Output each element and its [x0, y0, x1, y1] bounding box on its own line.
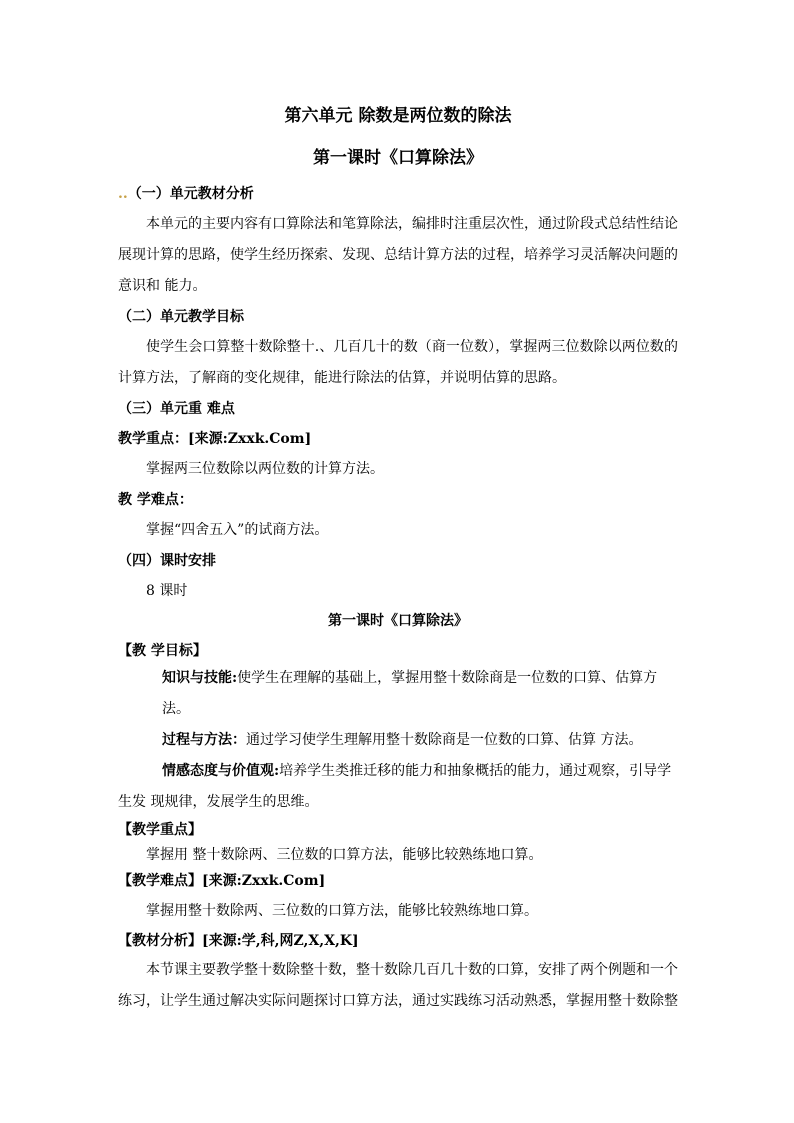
difficult-point-heading: 【教学难点】[来源:Zxxk.Com]	[118, 873, 326, 889]
lesson-title: 第一课时《口算除法》	[313, 148, 483, 168]
lesson-hours: 8 课时	[146, 583, 188, 599]
section1-paragraph: 本单元的主要内容有口算除法和笔算除法，编排时注重层次性，通过阶段式总结性结论展现计算的思路，使学生经历探索、发现、总结计算方法的过程，培养学习灵活解决问题的意识和 能力。	[118, 216, 678, 294]
goal-process-text: 通过学习使学生理解用整十数除商是一位数的口算、估算 方法。	[246, 732, 643, 748]
key-point-text: 掌握两三位数除以两位数的计算方法。	[146, 461, 384, 477]
section1-heading-text: （一）单元教材分析	[127, 186, 254, 202]
document-body	[118, 104, 678, 1017]
goal-emotion-text: 培养学生类推迁移的能力和抽象概括的能力，通过观察，引导学生发 现规律，发展学生的思维。	[118, 763, 672, 810]
goal-emotion	[118, 756, 678, 818]
goal-process-label: 过程与方法：	[162, 732, 246, 748]
key-point-body: 掌握用 整十数除两、三位数的口算方法，能够比较熟练地口算。	[146, 847, 543, 863]
key-point-label: 教学重点：[来源:Zxxk.Com]	[118, 431, 312, 447]
teaching-goals-heading: 【教 学目标】	[118, 643, 207, 659]
section4-heading: （四）课时安排	[118, 553, 216, 569]
section2-paragraph: 使学生会口算整十数除整十.、几百几十的数（商一位数），掌握两三位数除以两位数的计算方法，了解商的变化规律，能进行除法的估算，并说明估算的思路。	[118, 339, 678, 386]
goal-knowledge-text: 使学生在理解的基础上，掌握用整十数除商是一位数的口算、估算方法。	[162, 670, 658, 717]
goal-knowledge	[118, 663, 678, 725]
lesson-subtitle: 第一课时《口算除法》	[328, 613, 468, 629]
unit-title: 第六单元 除数是两位数的除法	[284, 106, 512, 126]
goal-knowledge-label: 知识与技能:	[162, 670, 238, 686]
goal-process	[118, 725, 678, 756]
section3-heading: （三）单元重 难点	[118, 401, 235, 417]
bullet-dots: ..	[118, 186, 128, 202]
goal-emotion-label: 情感态度与价值观:	[162, 763, 280, 779]
material-analysis-body: 本节课主要教学整十数除整十数，整十数除几百几十数的口算，安排了两个例题和一个练习，让学生通过解决实际问题探讨口算方法，通过实践练习活动熟悉，掌握用整十数除整	[118, 962, 678, 1009]
difficult-point-text: 掌握“四舍五入”的试商方法。	[146, 522, 329, 538]
section1-heading	[118, 184, 678, 204]
difficult-point-body: 掌握用整十数除两、三位数的口算方法，能够比较熟练地口算。	[146, 903, 538, 919]
section2-heading: （二）单元教学目标	[118, 309, 244, 325]
material-analysis-heading: 【教材分析】[来源:学,科,网Z,X,X,K]	[118, 933, 359, 949]
difficult-point-label: 教 学难点：	[118, 492, 193, 508]
key-point-heading: 【教学重点】	[118, 822, 202, 838]
